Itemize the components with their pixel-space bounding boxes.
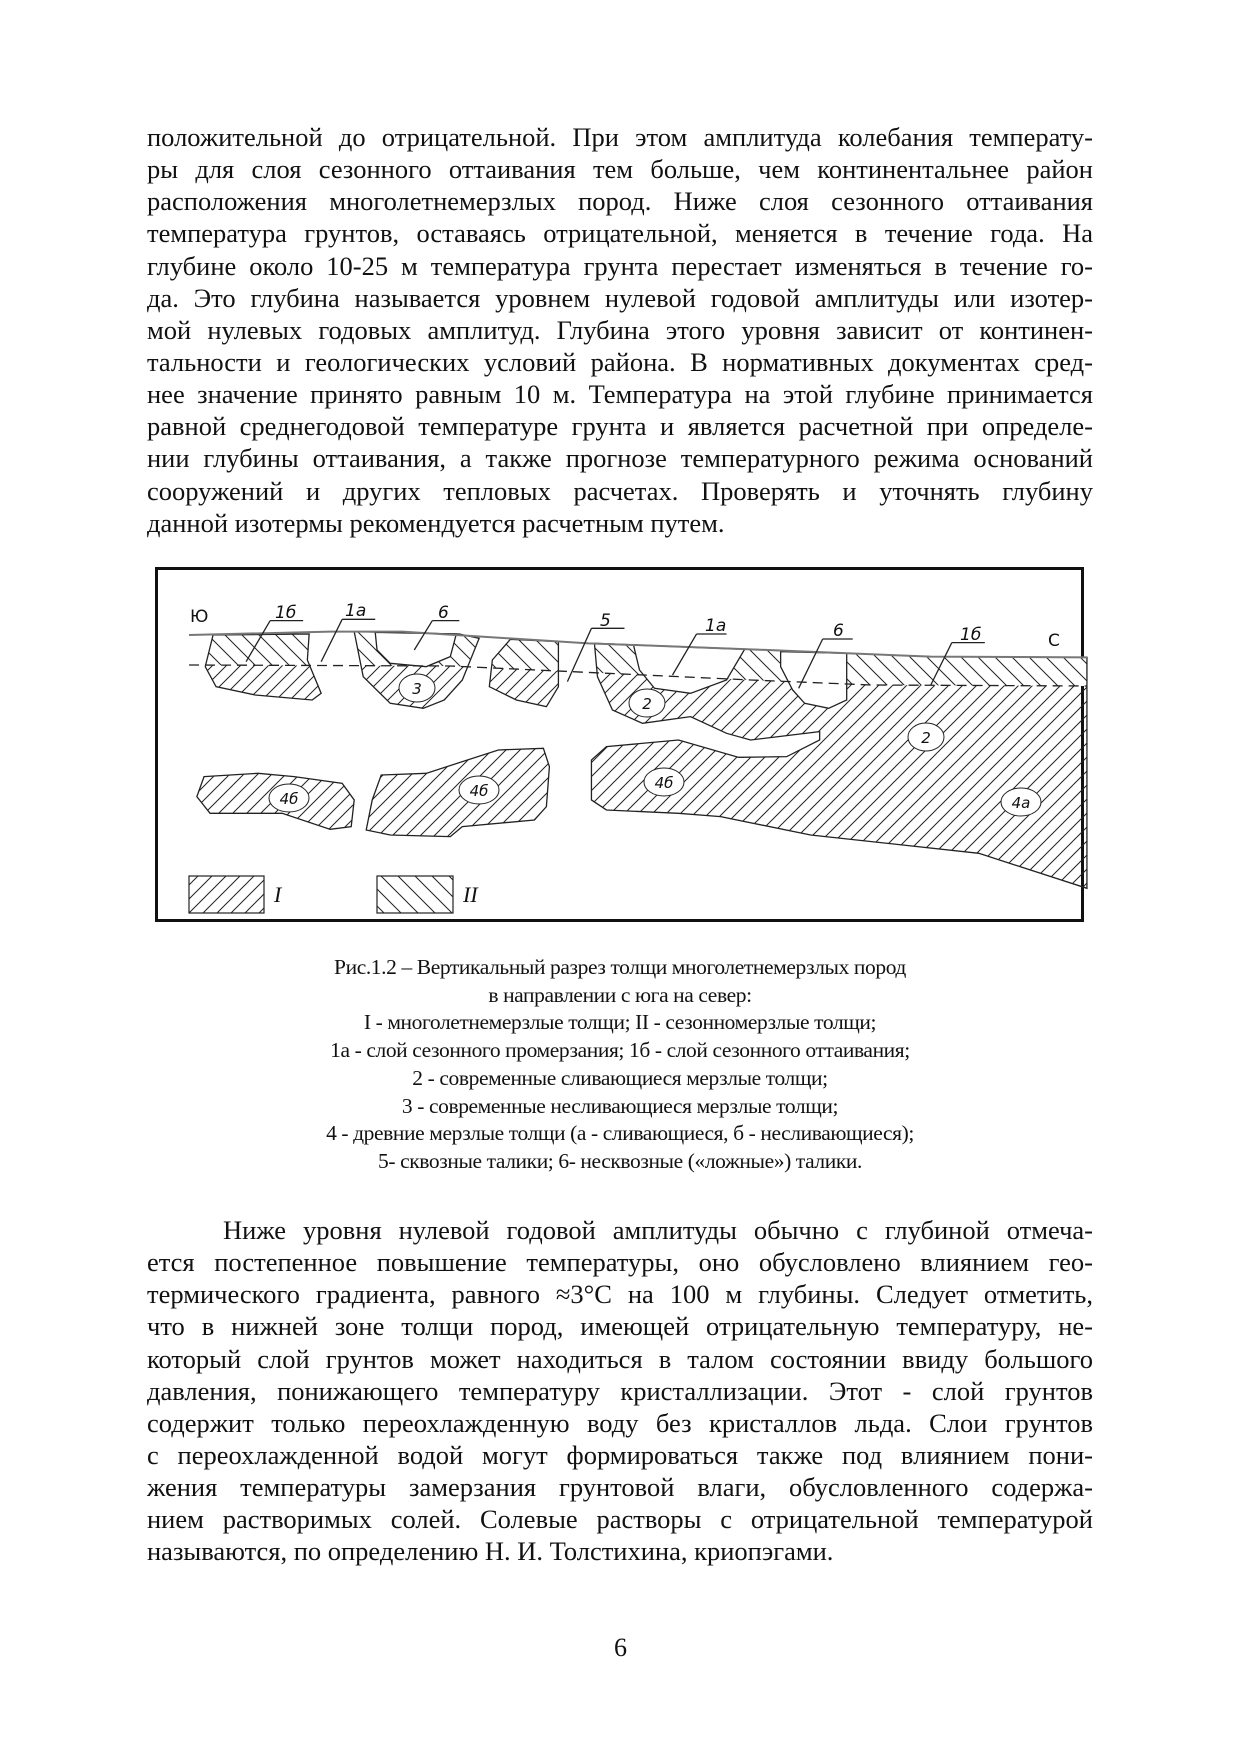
paragraph2-line: ется постепенное повышение температуры, оно обусловлено влиянием гео- bbox=[147, 1247, 1093, 1278]
caption-line: 1а - слой сезонного промерзания; 1б - слой сезонного оттаивания; bbox=[330, 1038, 910, 1063]
legend bbox=[189, 876, 479, 913]
legend-swatch-I bbox=[189, 876, 264, 913]
paragraph1-line: данной изотермы рекомендуется расчетным путем. bbox=[147, 507, 725, 538]
paragraph1-line: сооружений и других тепловых расчетах. Проверять и уточнять глубину bbox=[147, 475, 1093, 506]
paragraph1-line: положительной до отрицательной. При этом амплитуда колебания температу- bbox=[147, 122, 1093, 152]
legend-label-II: II bbox=[463, 882, 478, 907]
legend-label-I: I bbox=[274, 882, 282, 907]
north-label: С bbox=[1048, 631, 1060, 651]
paragraph1-line: мой нулевых годовых амплитуд. Глубина этого уровня зависит от континен- bbox=[147, 314, 1093, 345]
south-label: Ю bbox=[190, 607, 209, 627]
paragraph2-line: с переохлажденной водой могут формироваться также под влиянием пони- bbox=[147, 1439, 1093, 1470]
paragraph2-line: нием растворимых солей. Солевые растворы с отрицательной температурой bbox=[147, 1504, 1093, 1535]
region-4b-3: 4б bbox=[654, 774, 674, 792]
figure-caption bbox=[147, 954, 1093, 1176]
region-3: 3 bbox=[412, 680, 422, 698]
paragraph2-line: термического градиента, равного ≈3°С на 100 м глубины. Следует отметить, bbox=[147, 1279, 1093, 1310]
region-4b-1: 4б bbox=[279, 790, 299, 808]
paragraph-1 bbox=[147, 121, 1093, 539]
paragraph2-line: содержит только переохлажденную воду без кристаллов льда. Слои грунтов bbox=[147, 1407, 1093, 1438]
paragraph2-line: давления, понижающего температуру кристаллизации. Этот - слой грунтов bbox=[147, 1375, 1093, 1406]
caption-line: 2 - современные сливающиеся мерзлые толщи; bbox=[412, 1065, 828, 1090]
paragraph2-line: называются, по определению Н. И. Толстихина, криопэгами. bbox=[147, 1536, 834, 1567]
label-1a-left: 1а bbox=[345, 601, 367, 621]
label-6-right: 6 bbox=[833, 621, 844, 641]
paragraph2-line: жения температуры замерзания грунтовой влаги, обусловленного содержа- bbox=[147, 1472, 1093, 1503]
page-number: 6 bbox=[614, 1633, 627, 1662]
region-2-left: 2 bbox=[642, 695, 652, 713]
region-4b-2: 4б bbox=[469, 782, 489, 800]
permafrost-section-diagram bbox=[150, 560, 1090, 930]
paragraph1-line: нее значение принято равным 10 м. Температура на этой глубине принимается bbox=[147, 379, 1093, 410]
label-1a-right: 1а bbox=[705, 616, 727, 636]
legend-swatch-II bbox=[377, 876, 453, 913]
paragraph1-line: равной среднегодовой температуре грунта и является расчетной при определе- bbox=[147, 411, 1093, 442]
label-1b-left: 1б bbox=[275, 603, 297, 623]
paragraph1-line: глубине около 10-25 м температура грунта перестает изменяться в течение го- bbox=[147, 250, 1093, 281]
caption-line: в направлении с юга на север: bbox=[488, 982, 752, 1007]
caption-line: 3 - современные несливающиеся мерзлые толщи; bbox=[401, 1093, 839, 1118]
caption-line: 4 - древние мерзлые толщи (а - сливающиеся, б - несливающиеся); bbox=[326, 1121, 914, 1146]
paragraph1-line: температура грунтов, оставаясь отрицательной, меняется в течение года. На bbox=[147, 218, 1093, 249]
paragraph2-line: который слой грунтов может находиться в талом состоянии ввиду большого bbox=[147, 1343, 1093, 1374]
paragraph2-line: что в нижней зоне толщи пород, имеющей отрицательную температуру, не- bbox=[147, 1311, 1093, 1342]
paragraph-2 bbox=[147, 1214, 1093, 1568]
paragraph1-line: расположения многолетнемерзлых пород. Ниже слоя сезонного оттаивания bbox=[147, 186, 1093, 217]
paragraph1-line: ры для слоя сезонного оттаивания тем больше, чем континентальнее район bbox=[147, 154, 1093, 185]
paragraph2-line: Ниже уровня нулевой годовой амплитуды обычно с глубиной отмеча- bbox=[223, 1215, 1093, 1245]
label-5: 5 bbox=[600, 611, 611, 631]
region-2-right: 2 bbox=[921, 729, 931, 747]
caption-line: 5- сквозные талики; 6- несквозные («ложные») талики. bbox=[378, 1148, 862, 1173]
caption-line: Рис.1.2 – Вертикальный разрез толщи многолетнемерзлых пород bbox=[334, 955, 906, 979]
label-6-left: 6 bbox=[438, 603, 449, 623]
label-1b-right: 1б bbox=[960, 625, 982, 645]
paragraph1-line: да. Это глубина называется уровнем нулевой годовой амплитуды или изотер- bbox=[147, 282, 1093, 313]
region-4a: 4а bbox=[1011, 794, 1031, 812]
paragraph1-line: нии глубины оттаивания, а также прогнозе температурного режима оснований bbox=[147, 443, 1093, 474]
caption-line: I - многолетнемерзлые толщи; II - сезонномерзлые толщи; bbox=[363, 1010, 877, 1035]
paragraph1-line: тальности и геологических условий района. В нормативных документах сред- bbox=[147, 346, 1093, 377]
